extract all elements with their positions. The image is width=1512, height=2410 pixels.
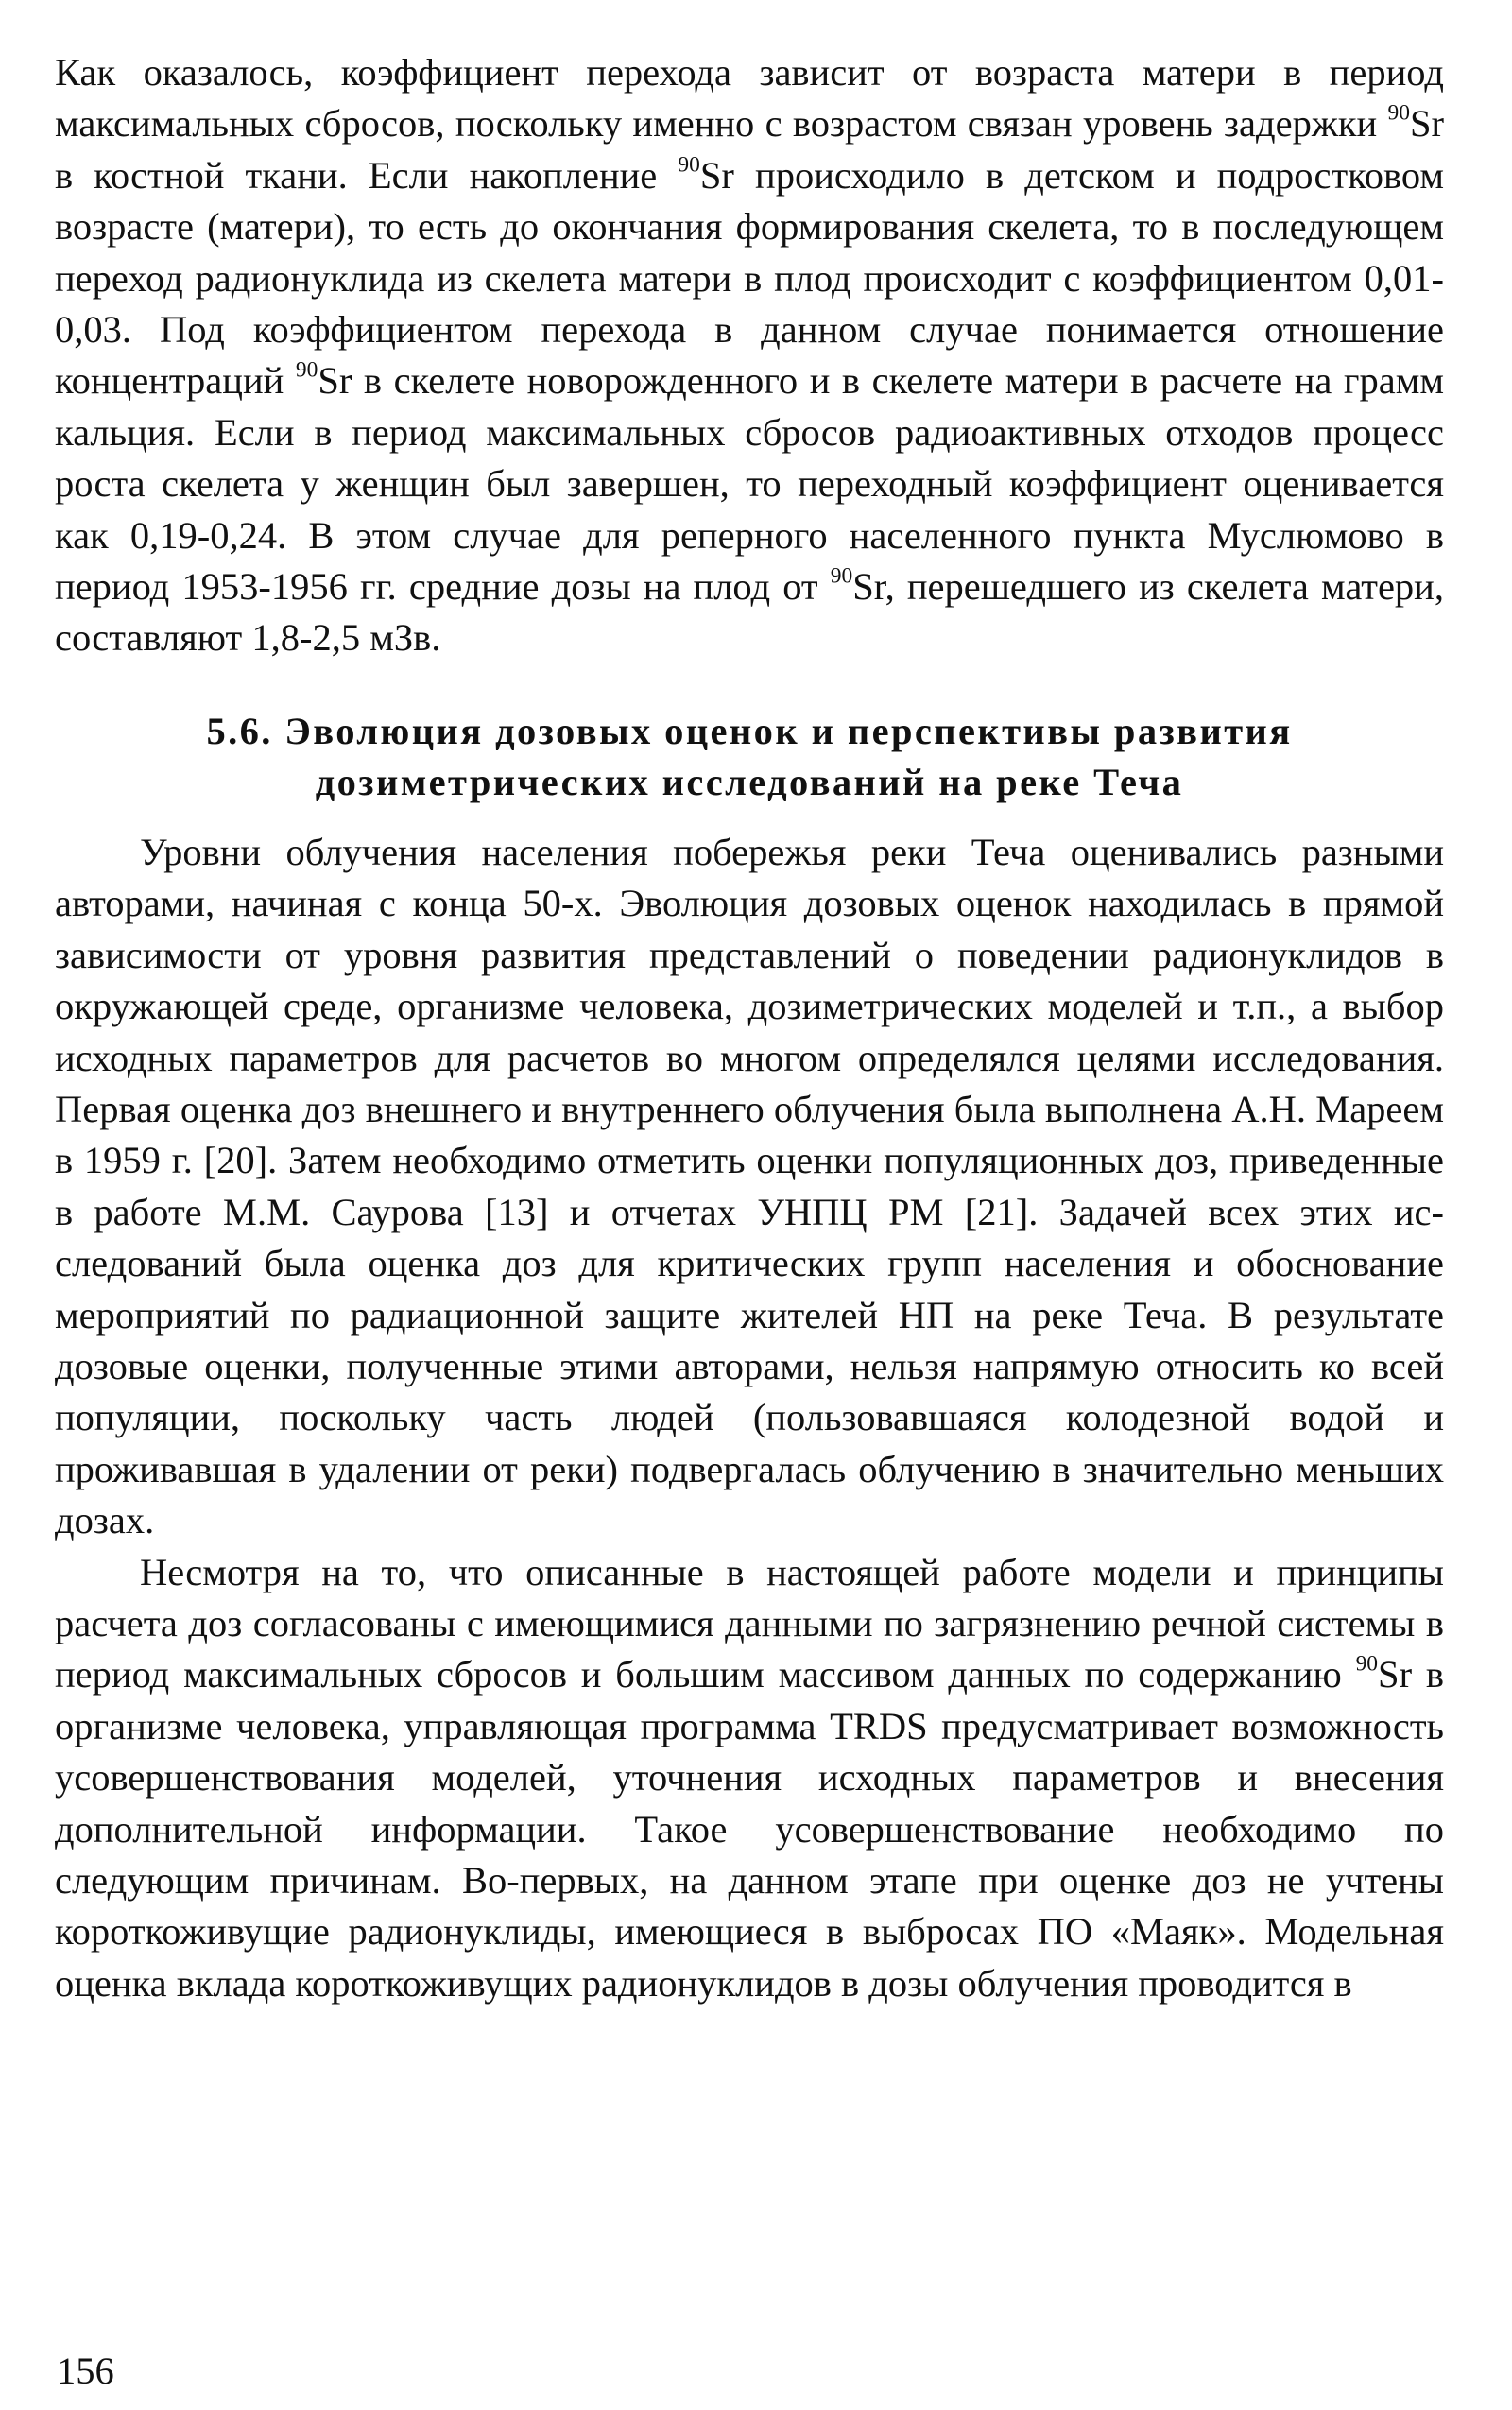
- section-heading-line-2: дозиметрических исследований на реке Теча: [315, 760, 1184, 803]
- page-body: [55, 47, 1444, 2009]
- section-heading-line-1: 5.6. Эволюция дозовых оценок и перспективы развития: [206, 709, 1293, 752]
- paragraph-1-text-e: Sr, перешедшего из скелета матери, составляют 1,8-2,5 мЗв.: [55, 565, 1444, 660]
- section-heading: [55, 706, 1444, 808]
- paragraph-2: Уровни облучения населения побережья реки Теча оценивались разными авторами, начиная с конца 50-х. Эволюция дозовых оценок находилась в прямой зависимости от уровня развития представлений о поведении радионуклидов в окружающей среде, организме человека, дозиметрических моделей и т.п., а выбор исходных параметров для расчетов во многом определялся целями исследования. Первая оценка доз внешнего и внутреннего облучения была выполнена А.Н. Мареем в 1959 г. [20]. Затем необходимо отметить оценки популяционных доз, приведенные в работе М.М. Саурова [13] и отчетах УНПЦ РМ [21]. Задачей всех этих исследований была оценка доз для критических групп населения и обоснование мероприятий по радиационной защите жителей НП на реке Теча. В результате дозовые оценки, полученные этими авторами, нельзя напрямую относить ко всей популяции, поскольку часть людей (пользовавшаяся колодезной водой и проживавшая в удалении от реки) подвергалась облучению в значительно меньших дозах.: [55, 830, 1444, 1542]
- isotope-superscript: 90: [830, 563, 853, 589]
- isotope-superscript: 90: [1387, 100, 1410, 126]
- isotope-superscript: 90: [1355, 1651, 1379, 1677]
- paragraph-3-text-a: Несмотря на то, что описанные в настоящей работе модели и принципы расчета доз согласованы с имеющимися данными по загрязнению речной системы в период максимальных сбросов и большим массивом данных по содержанию: [55, 1550, 1444, 1696]
- paragraph-3: [55, 1547, 1444, 2010]
- paragraph-1-text-a: Как оказалось, коэффициент перехода зависит от возраста матери в период максимальных сбросов, поскольку именно с возрастом связан уровень задержки: [55, 51, 1444, 146]
- isotope-superscript: 90: [295, 357, 318, 383]
- paragraph-3-text-b: Sr в организме человека, управляющая программа TRDS предусматривает возможность усовершенствования моделей, уточнения исходных параметров и внесения дополнительной информации. Такое усовершенствование необходимо по следующим причинам. Во-первых, на данном этапе при оценке доз не учтены короткоживущие радионуклиды, имеющиеся в выбросах ПО «Маяк». Модельная оценка вклада короткоживущих радионуклидов в дозы облучения проводится в: [55, 1653, 1444, 2005]
- paragraph-1: [55, 47, 1444, 664]
- paragraph-1-text-d: Sr в скелете новорожденного и в скелете матери в расчете на грамм кальция. Если в период максимальных сбросов радиоактивных отходов процесс роста скелета у женщин был завершен, то переходный коэффициент оценивается как 0,19-0,24. В этом случае для реперного населенного пункта Муслюмово в период 1953-1956 гг. средние дозы на плод от: [55, 359, 1445, 609]
- paragraph-1-text-b: Sr в костной ткани. Если накопление: [55, 102, 1444, 197]
- paragraph-1-text-c: Sr происходило в детском и подростковом возрасте (матери), то есть до окончания формирования скелета, то в последующем переход радионуклида из скелета матери в плод происходит с коэффициентом 0,01-0,03. Под коэффициентом перехода в данном случае понимается отношение концентраций: [55, 153, 1444, 403]
- page-number: 156: [57, 2350, 114, 2392]
- isotope-superscript: 90: [678, 152, 700, 178]
